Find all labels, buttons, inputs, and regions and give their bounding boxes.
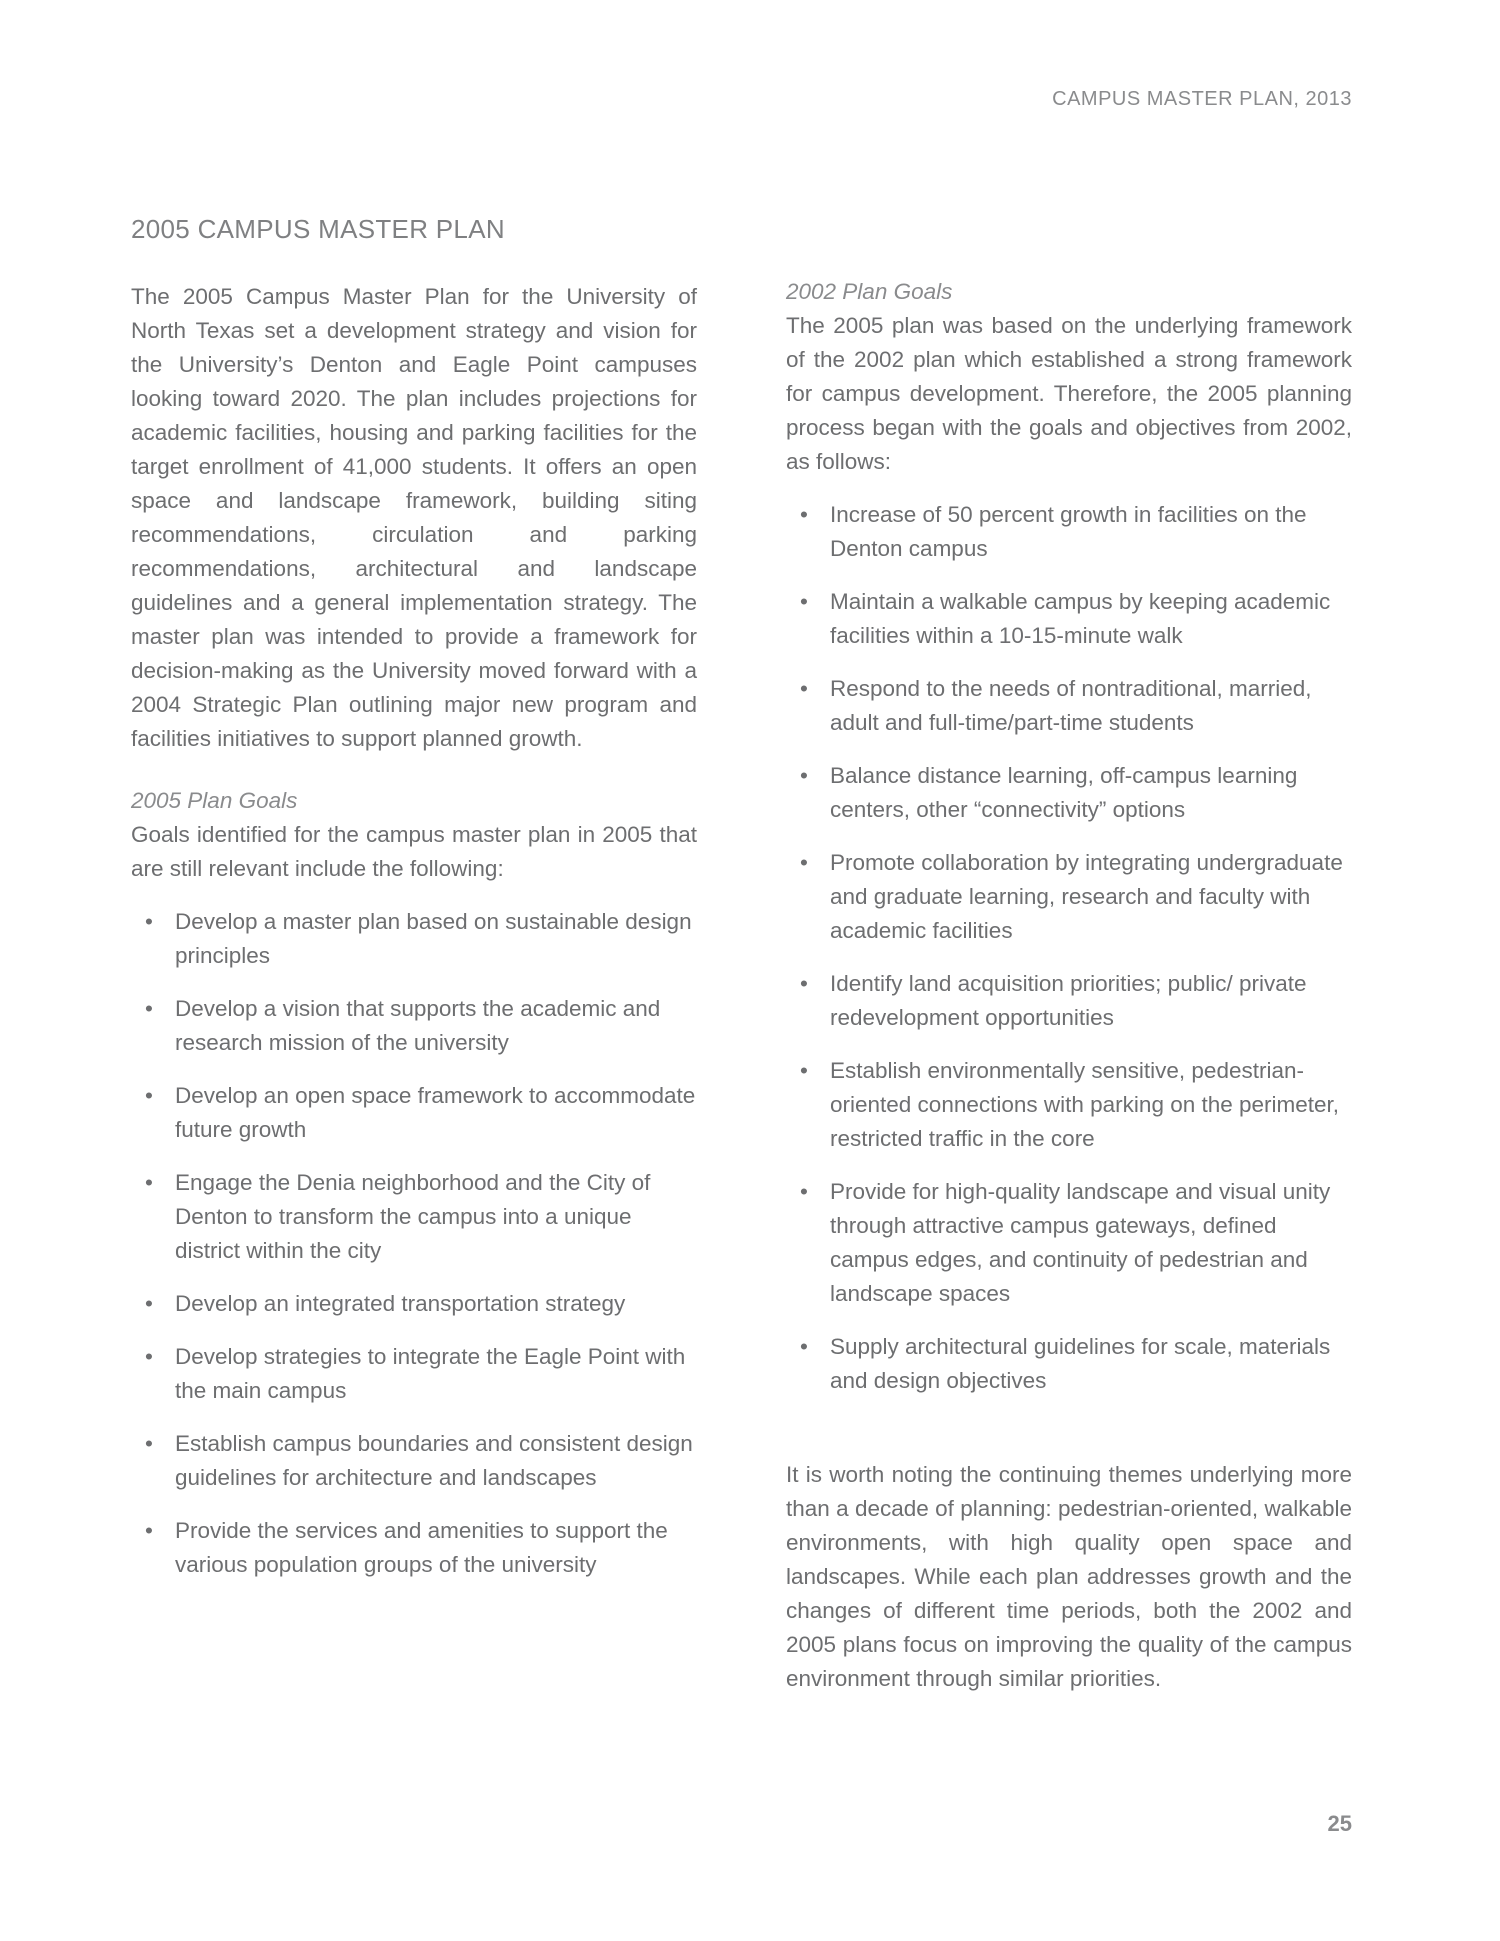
list-item — [786, 1330, 1352, 1398]
list-item — [131, 1427, 697, 1495]
list-item — [131, 1340, 697, 1408]
bullet-icon: • — [800, 676, 808, 701]
running-header: CAMPUS MASTER PLAN, 2013 — [1052, 88, 1352, 110]
list-item — [786, 967, 1352, 1035]
bullet-icon: • — [800, 1334, 808, 1359]
list-item — [786, 759, 1352, 827]
bullet-icon: • — [145, 909, 153, 934]
bullet-icon: • — [145, 1518, 153, 1543]
bullet-icon: • — [800, 1058, 808, 1083]
bullet-icon: • — [145, 1170, 153, 1195]
goals-2002-list — [786, 498, 1352, 1398]
bullet-icon: • — [145, 1431, 153, 1456]
list-item — [786, 585, 1352, 653]
bullet-icon: • — [145, 1344, 153, 1369]
goals-2002-intro: The 2005 plan was based on the underlying framework of the 2002 plan which established a strong framework for campus development. Therefore, the 2005 planning process began with the goals and objectives from 2002, as follows: — [786, 313, 1352, 474]
bullet-icon: • — [145, 1291, 153, 1316]
bullet-icon: • — [800, 502, 808, 527]
list-item-text: Establish environmentally sensitive, pedestrian-oriented connections with parking on the perimeter, restricted traffic in the core — [830, 1058, 1340, 1151]
right-column — [786, 275, 1352, 1696]
goals-2002-heading: 2002 Plan Goals — [786, 279, 953, 304]
list-item — [786, 672, 1352, 740]
list-item — [131, 1166, 697, 1268]
list-item-text: Increase of 50 percent growth in facilities on the Denton campus — [830, 502, 1307, 561]
list-item — [131, 1287, 697, 1321]
list-item — [131, 905, 697, 973]
list-item — [131, 1514, 697, 1582]
list-item-text: Establish campus boundaries and consistent design guidelines for architecture and landscapes — [175, 1431, 693, 1490]
list-item-text: Maintain a walkable campus by keeping academic facilities within a 10-15-minute walk — [830, 589, 1331, 648]
list-item-text: Develop a master plan based on sustainable design principles — [175, 909, 692, 968]
list-item-text: Develop strategies to integrate the Eagle Point with the main campus — [175, 1344, 686, 1403]
goals-2005-heading: 2005 Plan Goals — [131, 788, 298, 813]
closing-paragraph: It is worth noting the continuing themes underlying more than a decade of planning: pedestrian-oriented, walkable environments, with high quality open space and landscapes. While each plan addresses growth and the changes of different time periods, both the 2002 and 2005 plans focus on improving the quality of the campus environment through similar priorities. — [786, 1462, 1352, 1691]
section-title: 2005 CAMPUS MASTER PLAN — [131, 214, 505, 244]
list-item-text: Respond to the needs of nontraditional, married, adult and full-time/part-time students — [830, 676, 1312, 735]
list-item — [786, 498, 1352, 566]
bullet-icon: • — [800, 763, 808, 788]
list-item-text: Identify land acquisition priorities; public/ private redevelopment opportunities — [830, 971, 1307, 1030]
left-column — [131, 280, 697, 1601]
goals-2005-list — [131, 905, 697, 1582]
page-number: 25 — [1327, 1811, 1352, 1836]
list-item-text: Balance distance learning, off-campus learning centers, other “connectivity” options — [830, 763, 1298, 822]
list-item-text: Promote collaboration by integrating undergraduate and graduate learning, research and faculty with academic facilities — [830, 850, 1343, 943]
list-item-text: Provide the services and amenities to support the various population groups of the university — [175, 1518, 668, 1577]
bullet-icon: • — [800, 589, 808, 614]
bullet-icon: • — [800, 1179, 808, 1204]
list-item — [786, 1175, 1352, 1311]
list-item-text: Develop an open space framework to accommodate future growth — [175, 1083, 696, 1142]
goals-2005-intro: Goals identified for the campus master plan in 2005 that are still relevant include the following: — [131, 822, 697, 881]
bullet-icon: • — [145, 996, 153, 1021]
list-item — [131, 992, 697, 1060]
bullet-icon: • — [800, 850, 808, 875]
list-item — [786, 846, 1352, 948]
list-item — [131, 1079, 697, 1147]
list-item-text: Develop an integrated transportation strategy — [175, 1291, 626, 1316]
list-item — [786, 1054, 1352, 1156]
list-item-text: Engage the Denia neighborhood and the City of Denton to transform the campus into a unique district within the city — [175, 1170, 651, 1263]
bullet-icon: • — [800, 971, 808, 996]
intro-paragraph: The 2005 Campus Master Plan for the University of North Texas set a development strategy and vision for the University’s Denton and Eagle Point campuses looking toward 2020. The plan includes projections for academic facilities, housing and parking facilities for the target enrollment of 41,000 students. It offers an open space and landscape framework, building siting recommendations, circulation and parking recommendations, architectural and landscape guidelines and a general implementation strategy. The master plan was intended to provide a framework for decision-making as the University moved forward with a 2004 Strategic Plan outlining major new program and facilities initiatives to support planned growth. — [131, 284, 697, 751]
list-item-text: Provide for high-quality landscape and visual unity through attractive campus gateways, defined campus edges, and continuity of pedestrian and landscape spaces — [830, 1179, 1331, 1306]
list-item-text: Supply architectural guidelines for scale, materials and design objectives — [830, 1334, 1331, 1393]
list-item-text: Develop a vision that supports the academic and research mission of the university — [175, 996, 661, 1055]
bullet-icon: • — [145, 1083, 153, 1108]
